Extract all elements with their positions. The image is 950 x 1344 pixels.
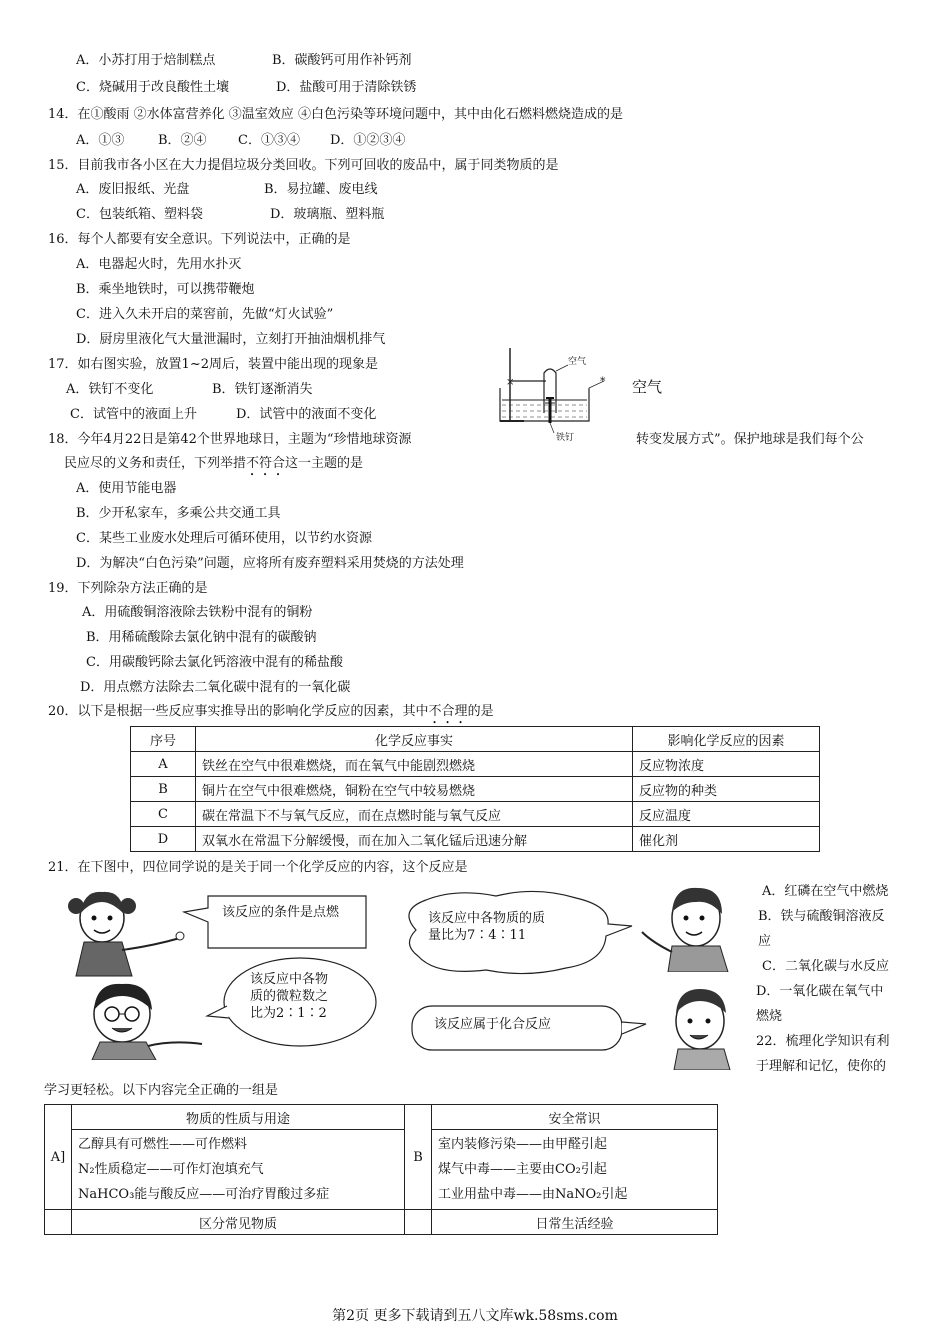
- q19-option-b: B．用稀硫酸除去氯化钠中混有的碳酸钠: [86, 630, 317, 645]
- student-boy-right-bottom-figure: [648, 985, 748, 1070]
- q17-option-d: D．试管中的液面不变化: [236, 407, 377, 422]
- q20-emphasis-unreasonable: 不合理: [428, 704, 468, 719]
- q19-option-d: D．用点燃方法除去二氧化碳中混有的一氧化碳: [80, 680, 351, 695]
- table-row: [45, 1105, 718, 1130]
- q21-option-b-line1: B．铁与硫酸铜溶液反: [758, 909, 885, 924]
- q16-option-d: D．厨房里液化气大量泄漏时，立刻打开抽油烟机排气: [76, 332, 386, 347]
- table-row: [131, 802, 820, 827]
- q17-stem: 17．如右图实验，放置1~2周后，装置中能出现的现象是: [48, 357, 378, 372]
- table-cell: C: [131, 802, 196, 827]
- student-boy-glasses-figure: [72, 980, 207, 1060]
- q14-option-d: D．①②③④: [330, 133, 406, 148]
- table-cell: 双氧水在常温下分解缓慢，而在加入二氧化锰后迅速分解: [196, 827, 633, 852]
- q22-table: [44, 1104, 718, 1235]
- box-d-title: 日常生活经验: [432, 1210, 718, 1235]
- q21-option-a: A．红磷在空气中燃烧: [762, 884, 889, 899]
- box-b-content: [432, 1130, 718, 1210]
- q14-option-c: C．①③④: [238, 133, 300, 148]
- q16-stem: 16．每个人都要有安全意识。下列说法中，正确的是: [48, 232, 351, 247]
- student-boy-right-top-drawing: [638, 882, 748, 972]
- q21-option-d-line1: D．一氧化碳在氧气中: [756, 984, 884, 999]
- q13-option-a: A．小苏打用于焙制糕点: [76, 53, 216, 68]
- student-girl-figure: [62, 888, 187, 978]
- q20-table: [130, 726, 820, 852]
- student-boy-glasses-drawing: [72, 980, 207, 1060]
- table-cell: 铁丝在空气中很难燃烧，而在氧气中能剧烈燃烧: [196, 752, 633, 777]
- box-b-label: B: [405, 1105, 432, 1210]
- table-cell: D: [131, 827, 196, 852]
- q20-stem-text: 20．以下是根据一些反应事实推导出的影响化学反应的因素，其中: [48, 704, 429, 719]
- table-cell: A: [131, 752, 196, 777]
- table-row: [131, 827, 820, 852]
- box-a-line: NaHCO₃能与酸反应——可治疗胃酸过多症: [78, 1187, 330, 1202]
- table-header-cell: 化学反应事实: [196, 727, 633, 752]
- q17-option-b: B．铁钉逐渐消失: [212, 382, 313, 397]
- speech-bubble-2-text: 该反应中各物质的质量比为7∶4∶11: [428, 911, 546, 943]
- q18-stem-tail: 这一主题的是: [285, 456, 364, 471]
- q17-option-c: C．试管中的液面上升: [70, 407, 197, 422]
- box-b-line: 煤气中毒——主要由CO₂引起: [438, 1162, 607, 1177]
- q21-option-d-line2: 燃烧: [756, 1009, 783, 1024]
- q20-stem: [48, 703, 494, 727]
- q18-stem-part1: 18．今年4月22日是第42个世界地球日，主题为“珍惜地球资源: [48, 432, 412, 447]
- q15-option-d: D．玻璃瓶、塑料瓶: [270, 207, 385, 222]
- table-cell: 反应物的种类: [633, 777, 820, 802]
- q16-option-a: A．电器起火时，先用水扑灭: [76, 257, 242, 272]
- speech-bubble-3-text: 该反应中各物质的微粒数之比为2∶1∶2: [250, 971, 340, 1022]
- student-boy-right-top-figure: [638, 882, 748, 972]
- fig-label-air-small: 空气: [568, 357, 587, 367]
- table-row: [45, 1130, 718, 1210]
- fig-label-nail: 铁钉: [556, 433, 575, 443]
- q22-stem-line2: 于理解和记忆，使你的: [756, 1059, 887, 1074]
- page-footer: 第2页 更多下载请到五八文库wk.58sms.com: [332, 1308, 618, 1324]
- box-c-label: [45, 1210, 72, 1235]
- table-header-cell: 序号: [131, 727, 196, 752]
- q21-stem: 21．在下图中，四位同学说的是关于同一个化学反应的内容，这个反应是: [48, 860, 468, 875]
- q17-apparatus-figure: [494, 343, 624, 443]
- table-cell: B: [131, 777, 196, 802]
- q19-stem: 19．下列除杂方法正确的是: [48, 581, 208, 596]
- fig-label-air: 空气: [632, 378, 663, 396]
- q15-option-a: A．废旧报纸、光盘: [76, 182, 190, 197]
- q13-option-b: B．碳酸钙可用作补钙剂: [272, 53, 412, 68]
- q18-option-a: A．使用节能电器: [76, 481, 177, 496]
- box-b-title: 安全常识: [432, 1105, 718, 1130]
- speech-bubble-1-shape: [180, 892, 370, 952]
- q15-option-c: C．包装纸箱、塑料袋: [76, 207, 203, 222]
- box-c-title: 区分常见物质: [72, 1210, 405, 1235]
- speech-bubble-1-text: 该反应的条件是点燃: [222, 905, 340, 920]
- q21-option-b-line2: 应: [758, 934, 772, 949]
- q22-stem-line3: 学习更轻松。以下内容完全正确的一组是: [44, 1083, 279, 1098]
- q13-option-d: D．盐酸可用于清除铁锈: [276, 80, 417, 95]
- q18-stem-part2: 转变发展方式”。保护地球是我们每个公: [636, 432, 864, 447]
- table-cell: 碳在常温下不与氧气反应，而在点燃时能与氧气反应: [196, 802, 633, 827]
- q14-option-b: B．②④: [158, 133, 207, 148]
- q14-stem: 14．在①酸雨 ②水体富营养化 ③温室效应 ④白色污染等环境问题中，其中由化石燃料燃烧造成的是: [48, 107, 623, 122]
- svg-text:*: *: [600, 375, 606, 388]
- table-cell: 反应温度: [633, 802, 820, 827]
- q21-option-c: C．二氧化碳与水反应: [762, 959, 889, 974]
- q16-option-b: B．乘坐地铁时，可以携带鞭炮: [76, 282, 255, 297]
- table-cell: 反应物浓度: [633, 752, 820, 777]
- student-girl-drawing: [62, 888, 187, 978]
- table-header-row: [131, 727, 820, 752]
- q16-option-c: C．进入久未开启的菜窖前，先做“灯火试验”: [76, 307, 334, 322]
- table-row: [131, 777, 820, 802]
- q19-option-a: A．用硫酸铜溶液除去铁粉中混有的铜粉: [82, 605, 313, 620]
- table-row: [131, 752, 820, 777]
- student-boy-right-bottom-drawing: [648, 985, 748, 1070]
- table-header-cell: 影响化学反应的因素: [633, 727, 820, 752]
- q18-stem-line2: [64, 455, 363, 479]
- speech-bubble-4-text: 该反应属于化合反应: [434, 1017, 552, 1032]
- q15-stem: 15．目前我市各小区在大力提倡垃圾分类回收。下列可回收的废品中，属于同类物质的是: [48, 158, 559, 173]
- box-b-line: 工业用盐中毒——由NaNO₂引起: [438, 1187, 628, 1202]
- q19-option-c: C．用碳酸钙除去氯化钙溶液中混有的稀盐酸: [86, 655, 343, 670]
- q18-emphasis-not-conform: 不符合: [246, 456, 286, 471]
- box-a-label: A]: [45, 1105, 72, 1210]
- q15-option-b: B．易拉罐、废电线: [264, 182, 378, 197]
- table-row: [45, 1210, 718, 1235]
- box-a-line: N₂性质稳定——可作灯泡填充气: [78, 1162, 264, 1177]
- q18-option-d: D．为解决“白色污染”问题，应将所有废弃塑料采用焚烧的方法处理: [76, 556, 464, 571]
- box-b-line: 室内装修污染——由甲醛引起: [438, 1137, 608, 1152]
- q18-option-c: C．某些工业废水处理后可循环使用，以节约水资源: [76, 531, 372, 546]
- q14-option-a: A．①③: [76, 133, 125, 148]
- box-a-line: 乙醇具有可燃性——可作燃料: [78, 1137, 248, 1152]
- box-d-label: [405, 1210, 432, 1235]
- q18-option-b: B．少开私家车，多乘公共交通工具: [76, 506, 281, 521]
- box-a-content: [72, 1130, 405, 1210]
- iron-nail-apparatus-drawing: [494, 343, 624, 443]
- svg-text:×: ×: [506, 377, 515, 388]
- q22-stem-line1: 22．梳理化学知识有利: [756, 1034, 890, 1049]
- table-cell: 催化剂: [633, 827, 820, 852]
- q13-option-c: C．烧碱用于改良酸性土壤: [76, 80, 229, 95]
- q17-option-a: A．铁钉不变化: [66, 382, 154, 397]
- q18-stem-text: 民应尽的义务和责任，下列举措: [64, 456, 247, 471]
- box-a-title: 物质的性质与用途: [72, 1105, 405, 1130]
- q20-stem-tail: 的是: [467, 704, 494, 719]
- table-cell: 铜片在空气中很难燃烧，铜粉在空气中较易燃烧: [196, 777, 633, 802]
